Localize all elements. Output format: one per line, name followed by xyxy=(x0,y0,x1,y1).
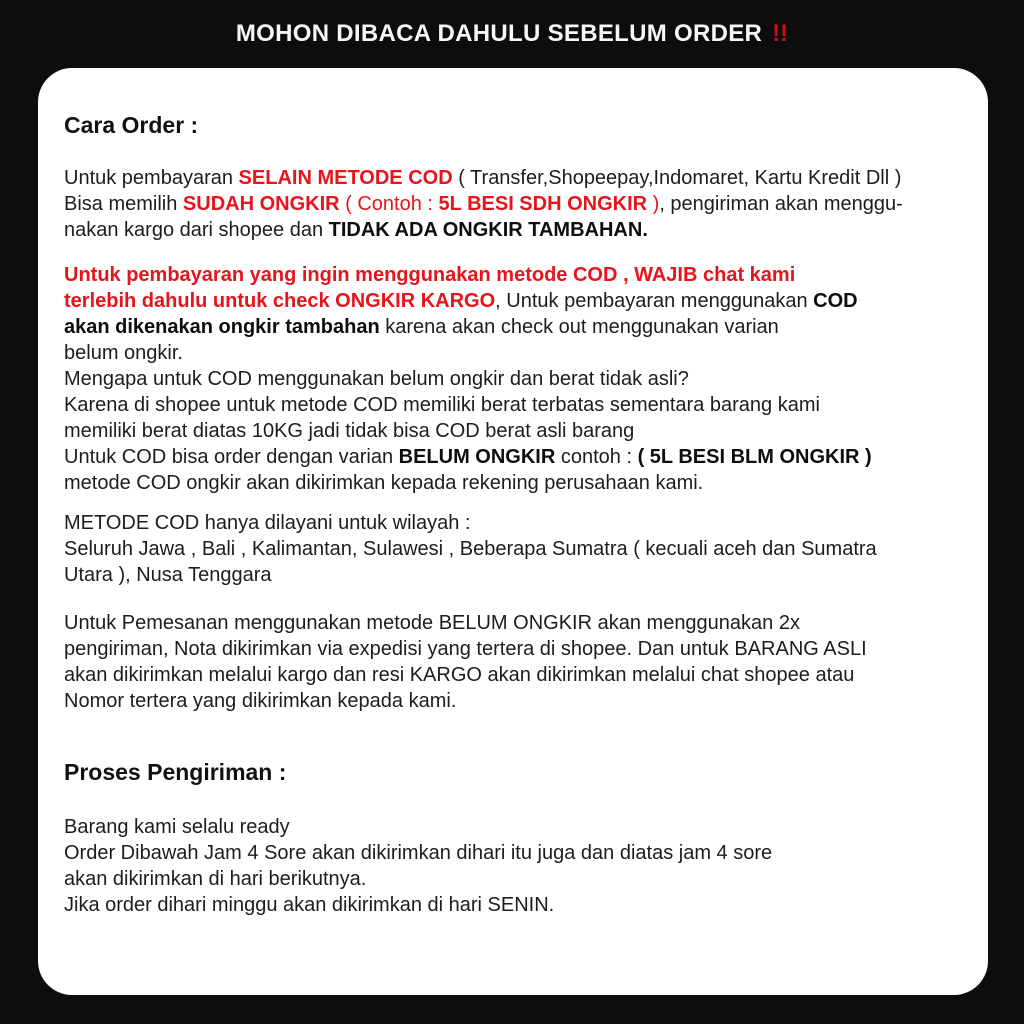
text-segment: 5L BESI SDH ONGKIR xyxy=(438,193,648,215)
text-line xyxy=(64,510,962,536)
text-segment: Barang kami selalu ready xyxy=(64,816,290,838)
text-segment: ( 5L BESI BLM ONGKIR ) xyxy=(637,446,872,468)
text-segment: ( Transfer,Shopeepay,Indomaret, Kartu Kredit Dll ) xyxy=(452,167,902,189)
text-line xyxy=(64,562,962,588)
text-segment: memiliki berat diatas 10KG jadi tidak bisa COD berat asli barang xyxy=(64,420,635,442)
text-segment: SUDAH ONGKIR xyxy=(182,193,340,215)
text-line xyxy=(64,536,962,562)
banner-title: MOHON DIBACA DAHULU SEBELUM ORDER xyxy=(235,20,763,47)
text-segment: Order Dibawah Jam 4 Sore akan dikirimkan dihari itu juga dan diatas jam 4 sore xyxy=(64,842,773,864)
text-segment: ( Contoh : xyxy=(339,193,439,215)
text-segment: akan dikenakan ongkir tambahan xyxy=(64,316,380,338)
paragraph xyxy=(64,510,962,588)
text-line xyxy=(64,470,962,496)
text-line xyxy=(64,688,962,714)
text-segment: metode COD ongkir akan dikirimkan kepada rekening perusahaan kami. xyxy=(64,472,704,494)
paragraph xyxy=(64,165,962,243)
text-line xyxy=(64,191,962,217)
text-line xyxy=(64,444,962,470)
text-line xyxy=(64,217,962,243)
text-segment: Seluruh Jawa , Bali , Kalimantan, Sulawesi , Beberapa Sumatra ( kecuali aceh dan Sumatra xyxy=(64,538,877,560)
text-segment: Untuk Pemesanan menggunakan metode BELUM ONGKIR akan menggunakan 2x xyxy=(64,612,800,634)
text-segment: akan dikirimkan melalui kargo dan resi KARGO akan dikirimkan melalui chat shopee atau xyxy=(64,664,855,686)
info-card xyxy=(38,68,988,995)
header-banner xyxy=(0,0,1024,68)
text-line xyxy=(64,892,962,918)
text-segment: COD xyxy=(813,290,858,312)
text-line xyxy=(64,262,962,288)
paragraph xyxy=(64,814,962,918)
text-segment: Jika order dihari minggu akan dikirimkan di hari SENIN. xyxy=(64,894,555,916)
text-segment: karena akan check out menggunakan varian xyxy=(379,316,779,338)
section-heading: Proses Pengiriman : xyxy=(64,759,287,785)
paragraph xyxy=(64,262,962,496)
banner-exclamation: !! xyxy=(772,20,789,47)
text-segment: METODE COD hanya dilayani untuk wilayah : xyxy=(64,512,471,534)
text-segment: Mengapa untuk COD menggunakan belum ongkir dan berat tidak asli? xyxy=(64,368,689,390)
text-line xyxy=(64,366,962,392)
text-segment: terlebih dahulu untuk check ONGKIR KARGO xyxy=(64,290,496,312)
text-segment: belum ongkir. xyxy=(64,342,183,364)
text-line xyxy=(64,814,962,840)
text-line xyxy=(64,392,962,418)
text-line xyxy=(64,866,962,892)
paragraph xyxy=(64,610,962,714)
text-segment: Bisa memilih xyxy=(64,193,183,215)
text-line xyxy=(64,418,962,444)
text-segment: Untuk COD bisa order dengan varian xyxy=(64,446,399,468)
text-line xyxy=(64,288,962,314)
text-segment: nakan kargo dari shopee dan xyxy=(64,219,329,241)
text-segment: , Untuk pembayaran menggunakan xyxy=(495,290,814,312)
text-segment: pengiriman, Nota dikirimkan via expedisi yang tertera di shopee. Dan untuk BARANG ASLI xyxy=(64,638,867,660)
text-segment: TIDAK ADA ONGKIR TAMBAHAN. xyxy=(328,219,648,241)
text-segment: BELUM ONGKIR xyxy=(398,446,556,468)
text-segment: Untuk pembayaran yang ingin menggunakan metode COD , WAJIB chat kami xyxy=(64,264,796,286)
text-segment: akan dikirimkan di hari berikutnya. xyxy=(64,868,367,890)
text-segment: Karena di shopee untuk metode COD memiliki berat terbatas sementara barang kami xyxy=(64,394,820,416)
text-segment: Nomor tertera yang dikirimkan kepada kami. xyxy=(64,690,457,712)
text-segment: , pengiriman akan menggu- xyxy=(659,193,903,215)
text-segment: Utara ), Nusa Tenggara xyxy=(64,564,272,586)
text-line xyxy=(64,314,962,340)
text-line xyxy=(64,840,962,866)
text-segment: contoh : xyxy=(555,446,638,468)
text-segment: ) xyxy=(647,193,660,215)
text-line xyxy=(64,662,962,688)
text-line xyxy=(64,165,962,191)
text-line xyxy=(64,340,962,366)
text-line xyxy=(64,636,962,662)
text-line xyxy=(64,610,962,636)
text-segment: Untuk pembayaran xyxy=(64,167,239,189)
text-segment: SELAIN METODE COD xyxy=(238,167,453,189)
section-heading: Cara Order : xyxy=(64,112,199,138)
